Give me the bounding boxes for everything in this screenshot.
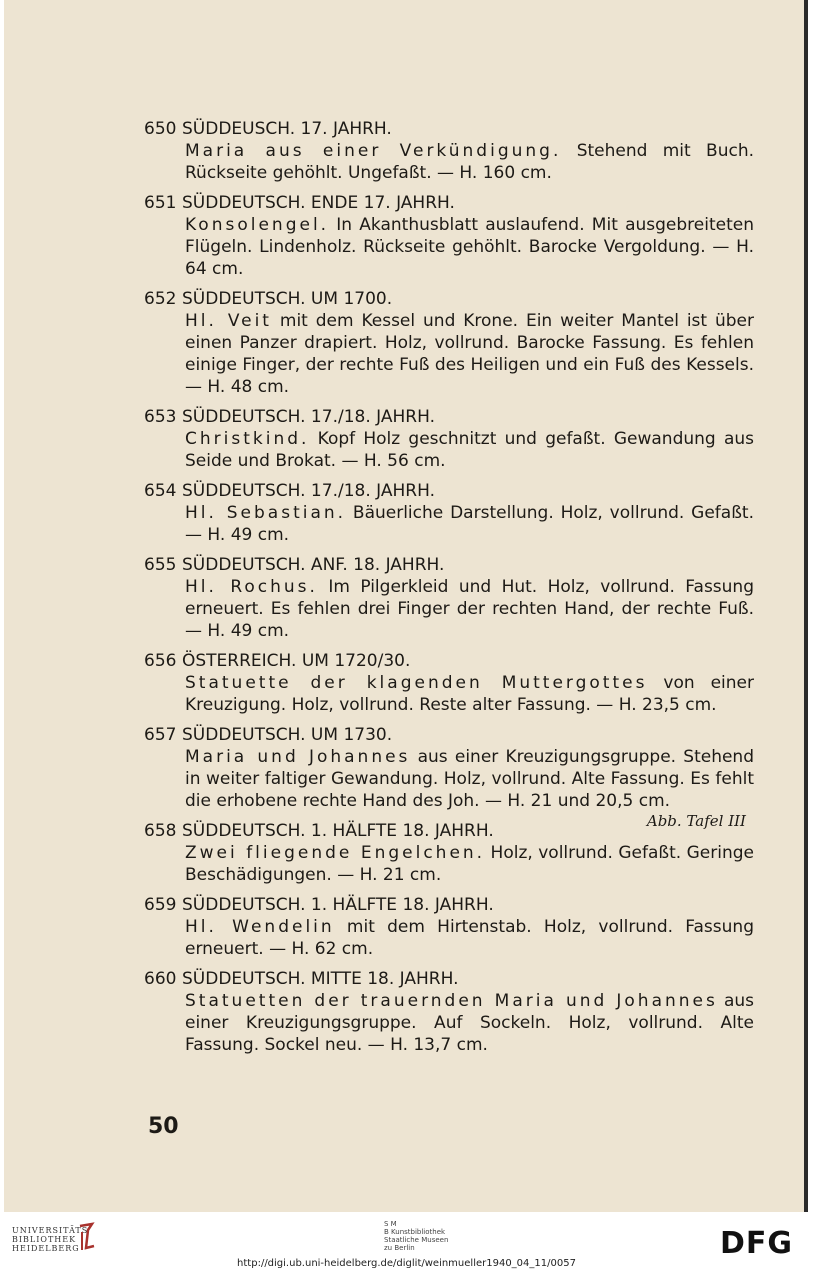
entry-heading: SÜDDEUTSCH. 1. HÄLFTE 18. JAHRH. <box>182 895 494 915</box>
entry-heading: SÜDDEUTSCH. ENDE 17. JAHRH. <box>182 193 455 213</box>
entry-number: 653 <box>144 407 177 427</box>
uni-logo-line: UNIVERSITÄTS <box>12 1226 89 1235</box>
catalog-entry <box>144 118 754 184</box>
entry-description: aus einer Kreuzigungsgruppe. Stehend in weiter faltiger Gewandung. Holz, vollrund. Alte Fassung. Es fehlt die erhobene rechte Hand des Joh. — H. 21 und 20,5 cm. <box>185 747 754 811</box>
entry-number: 651 <box>144 193 177 213</box>
kunstbibliothek-logo[interactable] <box>384 1220 448 1252</box>
entry-title: Konsolengel. <box>185 215 330 235</box>
entry-heading: SÜDDEUTSCH. 17./18. JAHRH. <box>182 481 435 501</box>
entry-description: mit dem Hirtenstab. Holz, vollrund. Fassung erneuert. — H. 62 cm. <box>185 917 754 959</box>
entry-heading: ÖSTERREICH. UM 1720/30. <box>182 651 411 671</box>
digitization-footer <box>0 1212 813 1272</box>
entry-title: Statuette der klagenden Muttergottes <box>185 673 648 693</box>
catalog-entry <box>144 406 754 472</box>
catalog-entry <box>144 288 754 398</box>
plate-reference: Abb. Tafel III <box>646 812 746 830</box>
catalog-entry <box>144 554 754 642</box>
catalog-entry <box>144 192 754 280</box>
uni-logo-line: HEIDELBERG <box>12 1244 80 1253</box>
entry-number: 654 <box>144 481 177 501</box>
lib-logo-line: B Kunstbibliothek <box>384 1228 446 1236</box>
entry-description: Bäuerliche Darstellung. Holz, vollrund. Gefaßt. — H. 49 cm. <box>185 503 754 545</box>
entry-heading: SÜDDEUTSCH. 1. HÄLFTE 18. JAHRH. <box>182 821 494 841</box>
entry-title: Christkind. <box>185 429 310 449</box>
catalog-entry <box>144 724 754 830</box>
entry-number: 650 <box>144 119 177 139</box>
entry-number: 660 <box>144 969 177 989</box>
entry-number: 659 <box>144 895 177 915</box>
entry-heading: SÜDDEUTSCH. 17./18. JAHRH. <box>182 407 435 427</box>
university-emblem-icon <box>76 1222 98 1254</box>
dfg-logo[interactable]: DFG <box>720 1226 794 1261</box>
entry-title: Maria aus einer Verkündigung. <box>185 141 562 161</box>
catalog-entry <box>144 894 754 960</box>
entry-description: mit dem Kessel und Krone. Ein weiter Mantel ist über einen Panzer drapiert. Holz, vollrund. Barocke Fassung. Es fehlen einige Finger, der rechte Fuß des Heiligen und ein Fuß des Kessels. — H. 48 cm. <box>185 311 754 397</box>
entry-number: 657 <box>144 725 177 745</box>
scanned-page <box>4 0 808 1212</box>
catalog-text <box>144 118 754 1064</box>
lib-logo-line: S M <box>384 1220 397 1228</box>
entry-title: Statuetten der trauernden Maria und Johannes <box>185 991 718 1011</box>
lib-logo-line: zu Berlin <box>384 1244 415 1252</box>
entry-description: In Akanthusblatt auslaufend. Mit ausgebreiteten Flügeln. Lindenholz. Rückseite gehöhlt. Barocke Vergoldung. — H. 64 cm. <box>185 215 754 279</box>
entry-title: Maria und Johannes <box>185 747 411 767</box>
entry-heading: SÜDDEUTSCH. ANF. 18. JAHRH. <box>182 555 445 575</box>
catalog-entry <box>144 650 754 716</box>
page-number: 50 <box>148 1114 179 1139</box>
entry-title: Zwei fliegende Engelchen. <box>185 843 486 863</box>
entry-number: 655 <box>144 555 177 575</box>
entry-title: Hl. Sebastian. <box>185 503 347 523</box>
entry-heading: SÜDDEUTSCH. UM 1730. <box>182 725 393 745</box>
entry-title: Hl. Veit <box>185 311 272 331</box>
entry-heading: SÜDDEUSCH. 17. JAHRH. <box>182 119 392 139</box>
lib-logo-line: Staatliche Museen <box>384 1236 449 1244</box>
entry-title: Hl. Wendelin <box>185 917 335 937</box>
entry-description: aus einer Kreuzigungsgruppe. Auf Sockeln. Holz, vollrund. Alte Fassung. Sockel neu. — H. 13,7 cm. <box>185 991 754 1055</box>
entry-description: Stehend mit Buch. Rückseite gehöhlt. Ungefaßt. — H. 160 cm. <box>185 141 754 183</box>
entry-description: Im Pilgerkleid und Hut. Holz, vollrund. Fassung erneuert. Es fehlen drei Finger der rechten Hand, der rechte Fuß. — H. 49 cm. <box>185 577 755 641</box>
entry-title: Hl. Rochus. <box>185 577 318 597</box>
entry-number: 658 <box>144 821 177 841</box>
entry-heading: SÜDDEUTSCH. MITTE 18. JAHRH. <box>182 969 459 989</box>
uni-logo-line: BIBLIOTHEK <box>12 1235 77 1244</box>
entry-description: von einer Kreuzigung. Holz, vollrund. Reste alter Fassung. — H. 23,5 cm. <box>185 673 754 715</box>
entry-heading: SÜDDEUTSCH. UM 1700. <box>182 289 393 309</box>
entry-description: Holz, vollrund. Gefaßt. Geringe Beschädigungen. — H. 21 cm. <box>185 843 754 885</box>
entry-number: 652 <box>144 289 177 309</box>
entry-number: 656 <box>144 651 177 671</box>
permalink-url[interactable]: http://digi.ub.uni-heidelberg.de/diglit/weinmueller1940_04_11/0057 <box>237 1258 576 1269</box>
catalog-entry <box>144 480 754 546</box>
entry-description: Kopf Holz geschnitzt und gefaßt. Gewandung aus Seide und Brokat. — H. 56 cm. <box>185 429 754 471</box>
catalog-entry <box>144 968 754 1056</box>
